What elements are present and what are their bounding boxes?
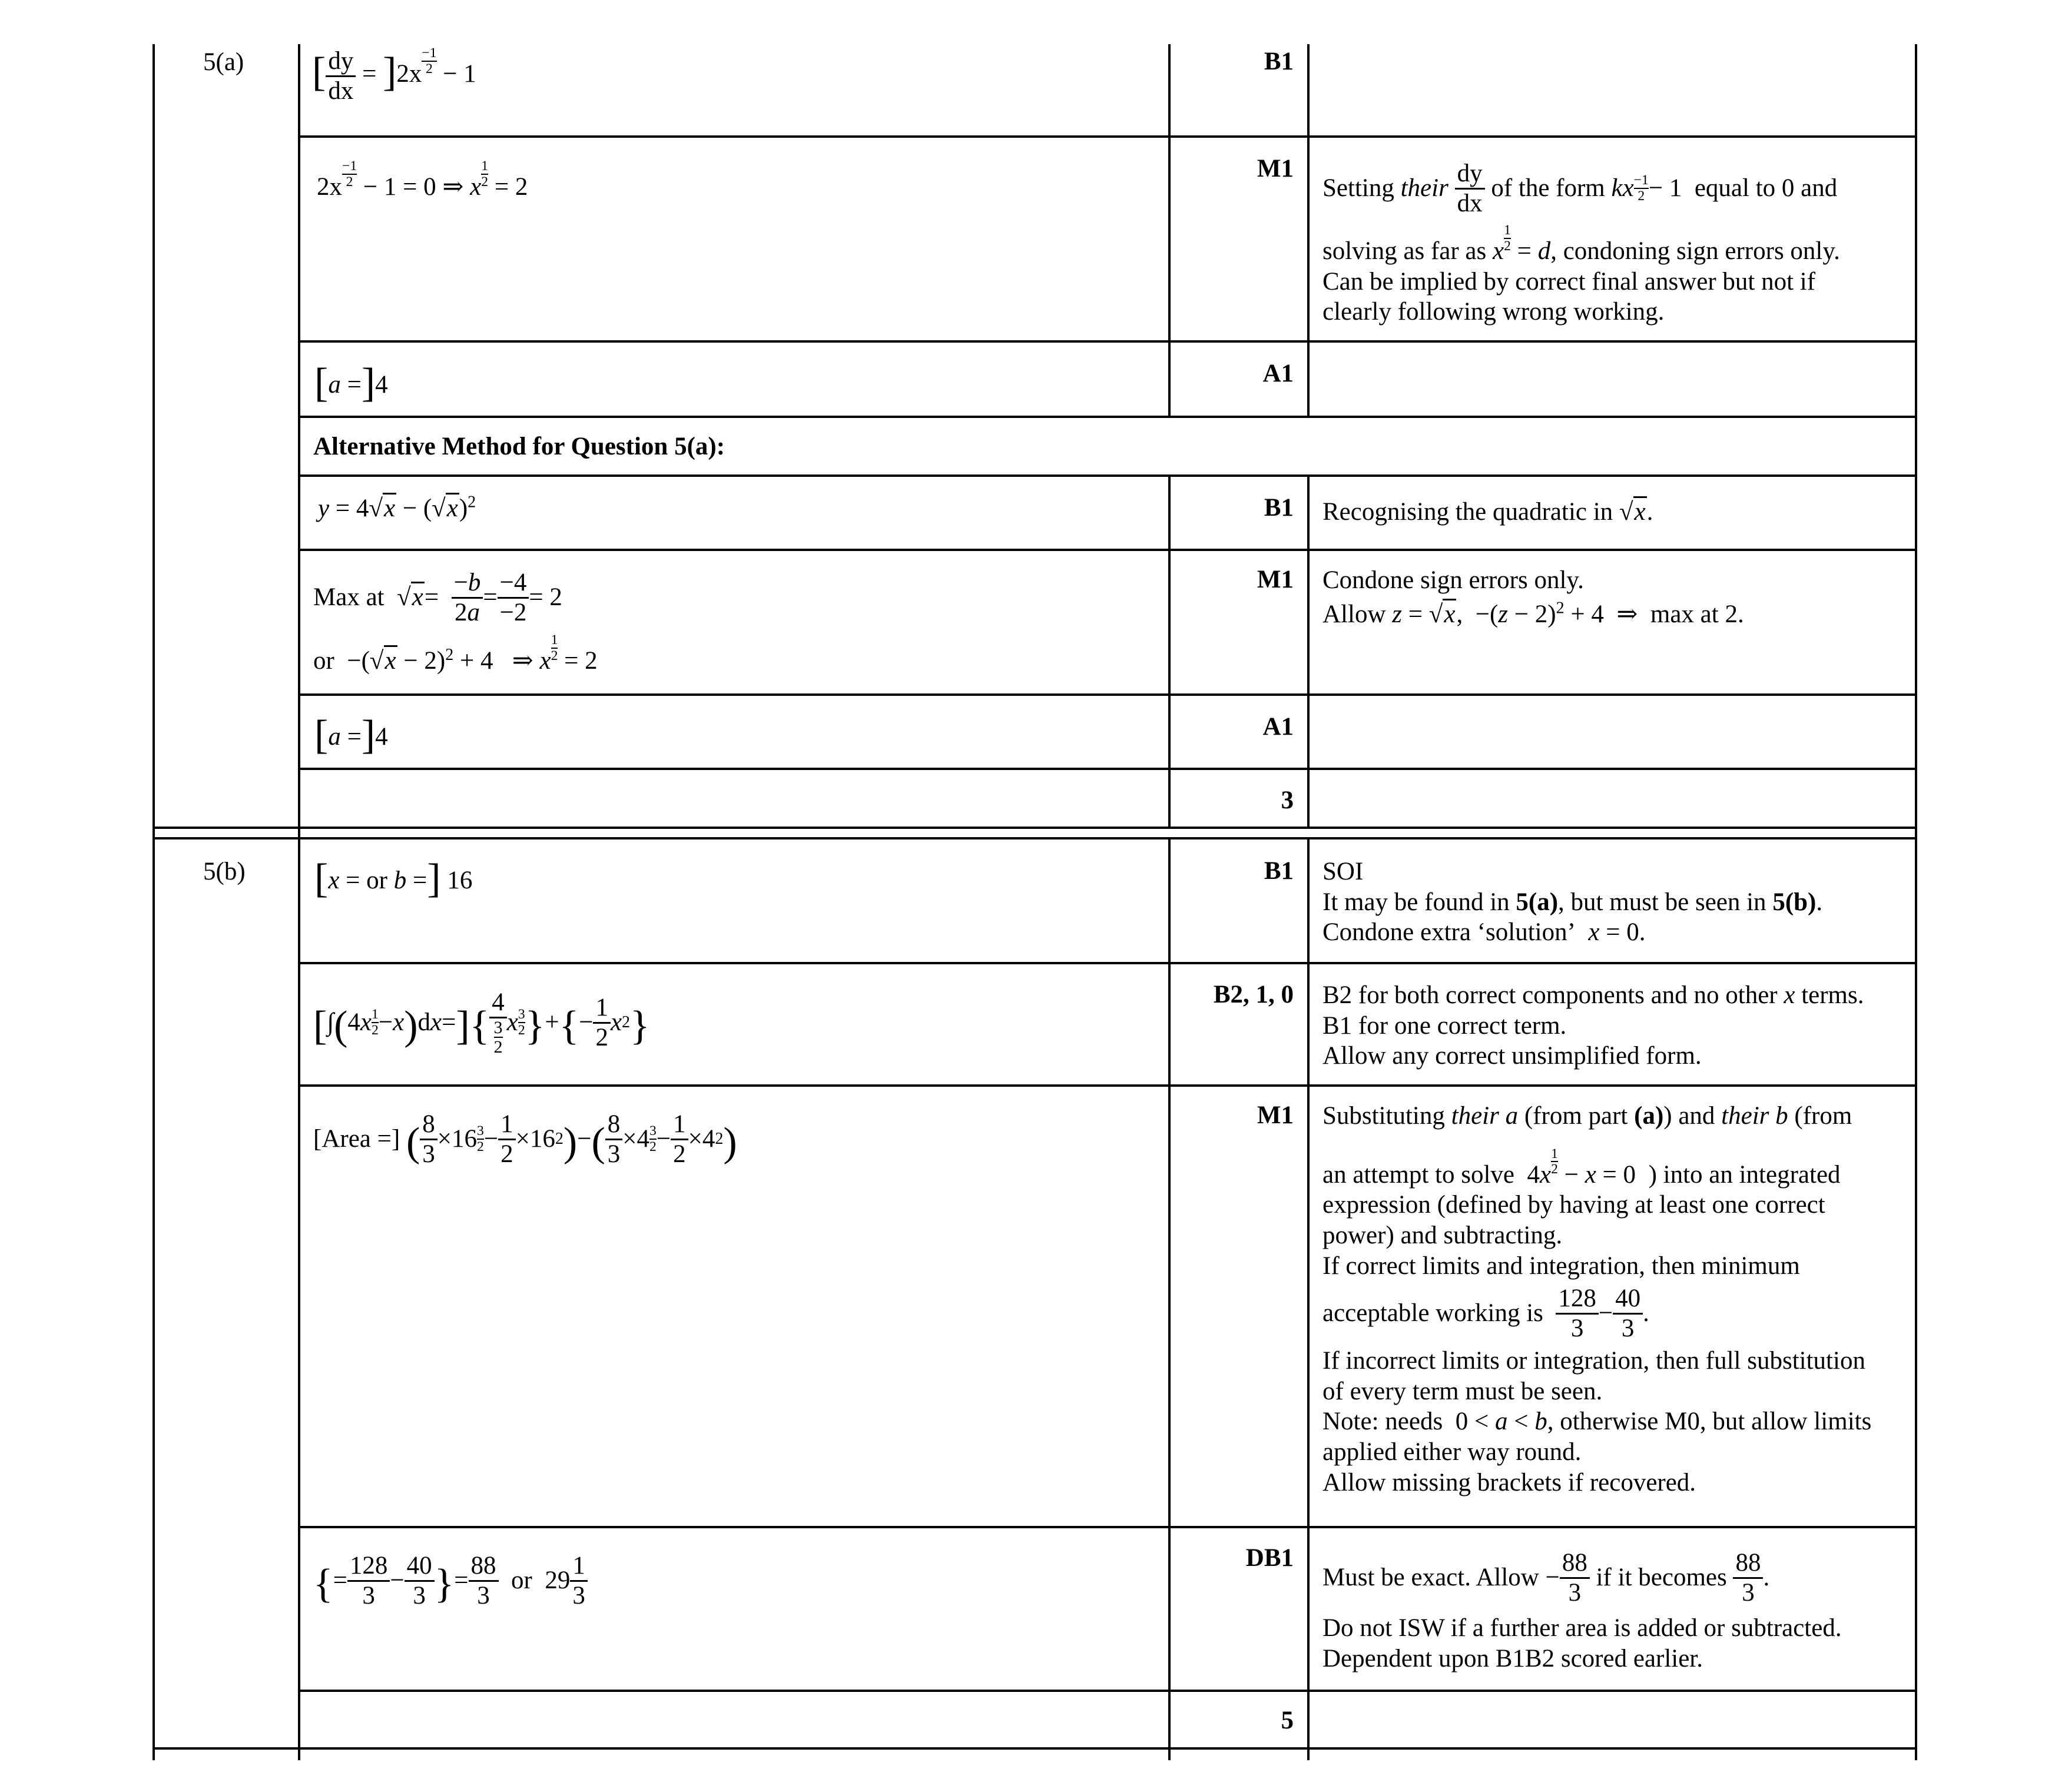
answer-5a-solve: 2x $\frac{-1}{2}$ − 1 = 0 ⇒ x $\frac{1}{2}$ = 2 bbox=[317, 158, 528, 201]
row-divider bbox=[298, 962, 1917, 964]
mark-db1: DB1 bbox=[1245, 1544, 1294, 1572]
mark-b1-5b: B1 bbox=[1264, 857, 1294, 885]
derivative-rhs: 2x bbox=[396, 60, 422, 88]
answer-5a-alt-quadratic: $y = 4√x - (√x)^2$ bbox=[318, 493, 476, 522]
mark-a1-alt: A1 bbox=[1262, 713, 1294, 741]
answer-5b-integral: [ ∫ ( 4 x $\frac{1}{2}$ − x ) d x = ] { $\frac{4}{\frac{3}{2}}$ x $\frac{3}{2}$ } + { − $\frac{1}{2}$ x 2 } bbox=[313, 988, 650, 1057]
row-divider bbox=[298, 474, 1917, 477]
row-divider bbox=[298, 1526, 1917, 1528]
answer-column-border bbox=[298, 44, 300, 1760]
table-bottom-border bbox=[153, 1747, 1917, 1750]
marks-column-border-top bbox=[1168, 44, 1171, 417]
mark-m1-5b: M1 bbox=[1257, 1101, 1294, 1129]
outer-left-border bbox=[153, 44, 155, 1760]
row-divider bbox=[298, 549, 1917, 551]
dy: dy bbox=[326, 47, 356, 77]
dx: dx bbox=[328, 77, 354, 105]
total-5a: 3 bbox=[1281, 787, 1294, 814]
mark-b1: B1 bbox=[1264, 48, 1294, 75]
answer-5b-limit: [x = or b =] 16 bbox=[314, 856, 473, 901]
answer-5a-derivative: [ $\frac{dy}{dx}$ = ]2x $\frac{-1}{2}$ − 1 bbox=[312, 45, 476, 105]
mark-b2: B2, 1, 0 bbox=[1213, 981, 1294, 1008]
mark-a1: A1 bbox=[1262, 360, 1294, 387]
row-divider bbox=[298, 135, 1917, 138]
comment-column-border-mid bbox=[1307, 476, 1310, 829]
comment-5b-m1: Substituting their a (from part (a)) and their b (from an attempt to solve 4x $\frac{1}{2}$ − x = 0 ) into an integrated expression (defined by having at least one correct power) and subtracting. If correct limits and integration, then minimum acceptable working is $\frac{128}{3}$ − $\frac{40}{3}$ . If incorrect limits or integration, then full substitution of every term must be seen. Note: needs 0 < a < b, otherwise M0, but allow limits applied either way round. Allow missing brackets if recovered. bbox=[1322, 1102, 1872, 1496]
row-divider bbox=[298, 1690, 1917, 1692]
answer-5a-a: [a =]4 bbox=[314, 360, 388, 406]
comment-column-border-bottom bbox=[1307, 839, 1310, 1760]
question-number-5a: 5(a) bbox=[203, 48, 244, 76]
comment-5a-alt-b1: Recognising the quadratic in √x. bbox=[1322, 497, 1653, 527]
comment-5b-b2: B2 for both correct components and no other x terms. B1 for one correct term. Allow any correct unsimplified form. bbox=[1322, 981, 1864, 1070]
comment-5a-m1: Setting their $\frac{dy}{dx}$ of the form kx $\frac{-1}{2}$ − 1 equal to 0 and solving as far as x $\frac{1}{2}$ = d, condoning sign errors only. Can be implied by correct final answer but not if clearly following wrong working. bbox=[1322, 160, 1840, 326]
marks-column-border-mid bbox=[1168, 476, 1171, 829]
comment-5b-db1: Must be exact. Allow − $\frac{88}{3}$ if it becomes $\frac{88}{3}$ . Do not ISW if a further area is added or subtracted. Dependent upon B1B2 scored earlier. bbox=[1322, 1549, 1842, 1672]
mark-m1: M1 bbox=[1257, 155, 1294, 182]
answer-5a-alt-max: Max at √x = $\frac{-b}{2a}$ = $\frac{-4}{-2}$ = 2 or $-(√x - 2)^2 + 4$ ⇒ x $\frac{1}{2}$ = 2 bbox=[313, 569, 598, 675]
total-5b: 5 bbox=[1281, 1707, 1294, 1734]
answer-5b-area: [Area =] ( $\frac{8}{3}$ ×16 $\frac{3}{2}$ − $\frac{1}{2}$ ×16 2 ) − ( $\frac{8}{3}$ ×4 $\frac{3}{2}$ − $\frac{1}{2}$ ×4 2 ) bbox=[313, 1110, 737, 1168]
question-number-5b: 5(b) bbox=[203, 858, 246, 885]
alternative-method-heading: Alternative Method for Question 5(a): bbox=[313, 433, 725, 460]
row-divider bbox=[153, 827, 1917, 829]
comment-column-border-top bbox=[1307, 44, 1310, 417]
row-divider bbox=[298, 693, 1917, 696]
row-divider bbox=[153, 837, 1917, 839]
mark-m1-alt: M1 bbox=[1257, 566, 1294, 593]
answer-5a-alt-a: [a =]4 bbox=[314, 712, 388, 758]
mark-b1-alt: B1 bbox=[1264, 494, 1294, 522]
row-divider bbox=[298, 340, 1917, 343]
marks-column-border-bottom bbox=[1168, 839, 1171, 1760]
row-divider bbox=[298, 768, 1917, 770]
row-divider bbox=[298, 416, 1917, 418]
outer-right-border bbox=[1915, 44, 1917, 1760]
answer-5b-result: { = $\frac{128}{3}$ − $\frac{40}{3}$ } = $\frac{88}{3}$ or 29 $\frac{1}{3}$ bbox=[313, 1542, 588, 1619]
row-divider bbox=[298, 1084, 1917, 1087]
comment-5a-alt-m1: Condone sign errors only. Allow z = √x, $-(z - 2)^2 + 4$ ⇒ max at 2. bbox=[1322, 566, 1744, 628]
comment-5b-b1: SOI It may be found in 5(a), but must be seen in 5(b). Condone extra ‘solution’ x = 0. bbox=[1322, 858, 1823, 947]
